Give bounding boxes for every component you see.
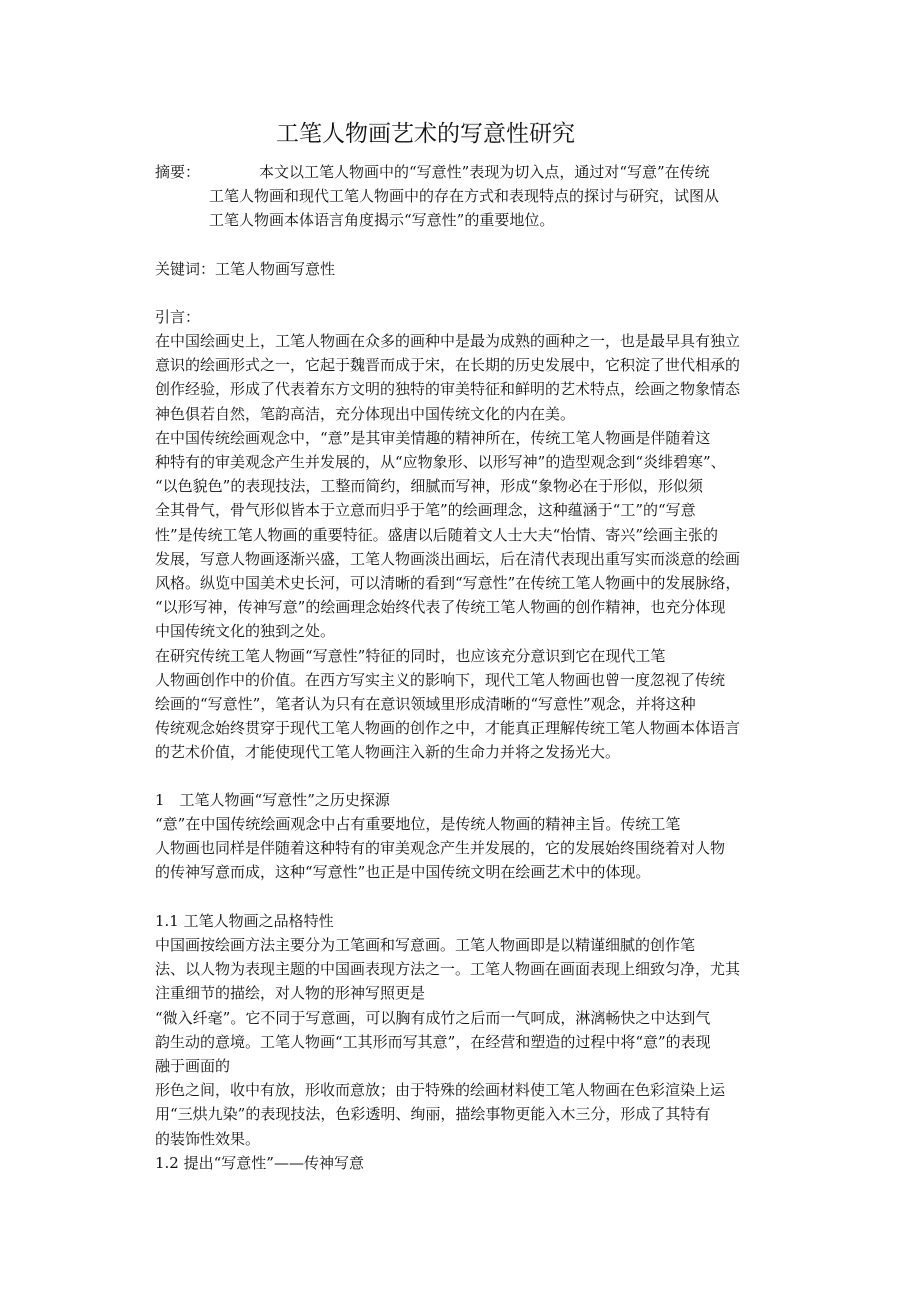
section-1-body [155,812,725,885]
body-line: “意”在中国传统绘画观念中占有重要地位，是传统人物画的精神主旨。传统工笔 [155,815,681,833]
body-line: 用“三烘九染”的表现技法，色彩透明、绚丽，描绘事物更能入木三分，形成了其特有 [155,1105,711,1124]
body-line: “微入纤毫”。它不同于写意画，可以胸有成竹之后而一气呵成，淋漓畅快之中达到气 [155,1008,711,1027]
body-line: 绘画的“写意性”，笔者认为只有在意识领域里形成清晰的“写意性”观念，并将这种 [155,695,696,714]
body-line: 的装饰性效果。 [155,1129,261,1148]
document-title: 工笔人物画艺术的写意性研究 [276,121,575,147]
body-line: 人物画创作中的价值。在西方写实主义的影响下，现代工笔人物画也曾一度忽视了传统 [155,670,726,689]
body-line: 注重细节的描绘，对人物的形神写照更是 [155,984,426,1003]
body-line: 融于画面的 [155,1057,231,1076]
section-1-1-heading [155,909,334,933]
body-line: “以形写神，传神写意”的绘画理念始终代表了传统工笔人物画的创作精神，也充分体现 [155,598,726,617]
body-line: 人物画也同样是伴随着这种特有的审美观念产生并发展的，它的发展始终围绕着对人物 [155,839,726,858]
body-line: 创作经验，形成了代表着东方文明的独特的审美特征和鲜明的艺术特点，绘画之物象情态 [155,380,741,399]
body-line: 中国传统文化的独到之处。 [155,622,336,641]
abstract-line: 工笔人物画本体语言角度揭示“写意性”的重要地位。 [209,211,555,230]
body-line: 在中国绘画史上，工笔人物画在众多的画种中是最为成熟的画种之一，也是最早具有独立 [155,332,741,350]
body-line: 种特有的审美观念产生并发展的，从“应物象形、以形写神”的造型观念到“炎绯碧寒”、 [155,453,726,472]
body-line: 传统观念始终贯穿于现代工笔人物画的创作之中，才能真正理解传统工笔人物画本体语言 [155,719,741,738]
body-line: 性”是传统工笔人物画的重要特征。盛唐以后随着文人士大夫“怡情、寄兴”绘画主张的 [155,525,719,544]
intro-heading-text: 引言： [155,308,201,326]
body-line: 在中国传统绘画观念中，“意”是其审美情趣的精神所在，传统工笔人物画是伴随着这 [155,428,711,447]
section-heading-text: 1 工笔人物画“写意性”之历史探源 [155,791,390,809]
body-line: “以色貌色”的表现技法，工整而简约，细腻而写神，形成“象物必在于形似，形似须 [155,477,704,496]
abstract-body [209,160,719,233]
section-1-heading [155,788,390,812]
body-line: 风格。纵览中国美术史长河，可以清晰的看到“写意性”在传统工笔人物画中的发展脉络， [155,574,741,593]
body-line: 形色之间，收中有放，形收而意放；由于特殊的绘画材料使工笔人物画在色彩渲染上运 [155,1081,726,1100]
abstract-line: 工笔人物画和现代工笔人物画中的存在方式和表现特点的探讨与研究，试图从 [209,187,720,206]
keywords [155,257,335,281]
section-heading-text: 1.1 工笔人物画之品格特性 [155,912,334,930]
intro-body [155,329,740,765]
body-line: 的艺术价值，才能使现代工笔人物画注入新的生命力并将之发扬光大。 [155,743,621,762]
body-line: 的传神写意而成，这种“写意性”也正是中国传统文明在绘画艺术中的体现。 [155,863,651,882]
abstract-label: 摘要： [155,163,201,181]
body-line: 全其骨气，骨气形似皆本于立意而归乎于笔”的绘画理念，这种蕴涵于“工”的“写意 [155,501,696,520]
body-line: 神色俱若自然，笔韵高洁，充分体现出中国传统文化的内在美。 [155,404,576,423]
body-line: 韵生动的意境。工笔人物画“工其形而写其意”，在经营和塑造的过程中将“意”的表现 [155,1032,711,1051]
body-line: 发展，写意人物画逐渐兴盛，工笔人物画淡出画坛，后在清代表现出重写实而淡意的绘画 [155,549,741,568]
abstract-line: 本文以工笔人物画中的“写意性”表现为切入点，通过对“写意”在传统 [259,163,710,181]
intro-heading [155,305,200,329]
body-line: 中国画按绘画方法主要分为工笔画和写意画。工笔人物画即是以精谨细腻的创作笔 [155,936,696,954]
body-line: 在研究传统工笔人物画“写意性”特征的同时，也应该充分意识到它在现代工笔 [155,646,666,665]
body-line: 意识的绘画形式之一，它起于魏晋而成于宋，在长期的历史发展中，它积淀了世代相承的 [155,356,741,375]
section-1-2-heading: 1.2 提出“写意性”——传神写意 [155,1153,364,1172]
body-line: 法、以人物为表现主题的中国画表现方法之一。工笔人物画在画面表现上细致匀净，尤其 [155,960,741,979]
section-1-1-body [155,933,740,1175]
keywords-line: 关键词：工笔人物画写意性 [155,260,336,278]
